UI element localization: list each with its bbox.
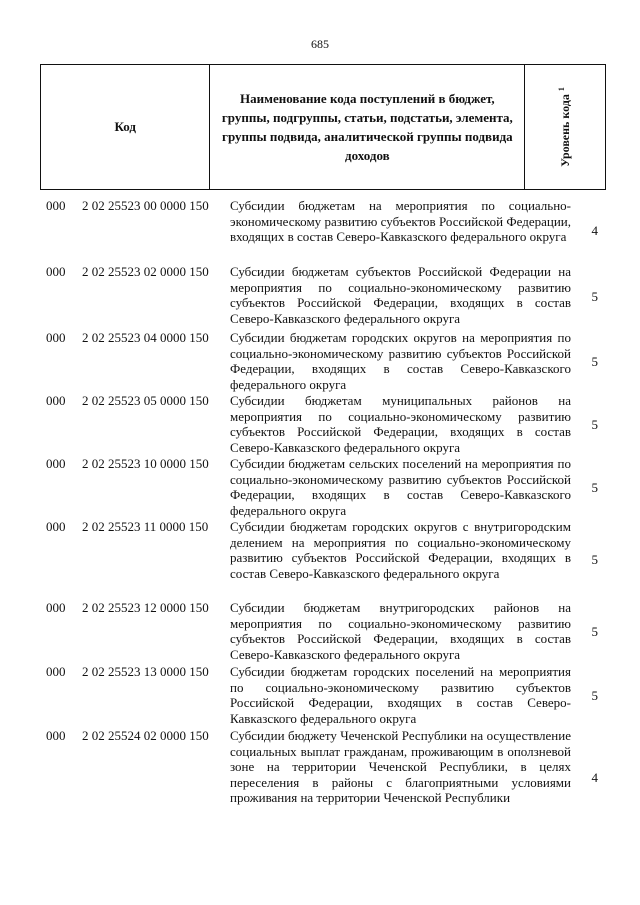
- row-admin-code: 000: [46, 664, 66, 679]
- row-admin-code: 000: [46, 198, 66, 213]
- table-row: [46, 600, 606, 664]
- row-name: Субсидии бюджетам на мероприятия по социально-экономическому развитию субъектов Российской Федерации, входящих в состав Северо-Кавказского федерального округа: [230, 198, 571, 245]
- row-name: Субсидии бюджетам сельских поселений на мероприятия по социально-экономическому развитию субъектов Российской Федерации, входящих в состав Северо-Кавказского федерального округа: [230, 456, 571, 518]
- table-row: [46, 519, 606, 600]
- row-level: 5: [591, 551, 598, 567]
- row-admin-code: 000: [46, 393, 66, 408]
- row-level: 4: [591, 223, 598, 239]
- row-admin-code: 000: [46, 456, 66, 471]
- header-level-label: Уровень кода: [558, 94, 573, 167]
- row-name: Субсидии бюджетам муниципальных районов на мероприятия по социально-экономическому развитию субъектов Российской Федерации, входящих в состав Северо-Кавказского федерального округа: [230, 393, 571, 455]
- header-code: Код: [41, 65, 210, 189]
- table-row: [46, 264, 606, 330]
- row-level: 5: [591, 624, 598, 640]
- header-level-cell: [525, 65, 605, 189]
- page-number: 685: [311, 37, 329, 51]
- table-row: [46, 728, 606, 828]
- row-code: 2 02 25523 13 0000 150: [82, 664, 209, 679]
- table-row: [46, 198, 606, 264]
- header-level: [557, 87, 573, 167]
- row-admin-code: 000: [46, 264, 66, 279]
- row-code: 2 02 25523 04 0000 150: [82, 330, 209, 345]
- row-name: Субсидии бюджетам внутригородских районов на мероприятия по социально-экономическому развитию субъектов Российской Федерации, входящих в состав Северо-Кавказского федерального округа: [230, 600, 571, 662]
- row-code: 2 02 25523 02 0000 150: [82, 264, 209, 279]
- row-name: Субсидии бюджету Чеченской Республики на осуществление социальных выплат гражданам, проживающим в оползневой зоне на территории Чеченской Республики, в целях переселения в районы с благоприятными условиями проживания на территории Чеченской Республики: [230, 728, 571, 806]
- row-code: 2 02 25524 02 0000 150: [82, 728, 209, 743]
- row-code: 2 02 25523 00 0000 150: [82, 198, 209, 213]
- row-admin-code: 000: [46, 600, 66, 615]
- row-code: 2 02 25523 10 0000 150: [82, 456, 209, 471]
- row-level: 5: [591, 688, 598, 704]
- row-code: 2 02 25523 12 0000 150: [82, 600, 209, 615]
- row-code: 2 02 25523 05 0000 150: [82, 393, 209, 408]
- table-body: [46, 198, 606, 828]
- row-name: Субсидии бюджетам городских округов на мероприятия по социально-экономическому развитию субъектов Российской Федерации, входящих в состав Северо-Кавказского федерального округа: [230, 330, 571, 392]
- row-level: 5: [591, 416, 598, 432]
- header-name: Наименование кода поступлений в бюджет, группы, подгруппы, статьи, подстатьи, элемента, группы подвида, аналитической группы подвида доходов: [210, 65, 525, 189]
- table-row: [46, 664, 606, 728]
- header-level-footnote: 1: [557, 87, 567, 92]
- row-name: Субсидии бюджетам субъектов Российской Федерации на мероприятия по социально-экономическому развитию субъектов Российской Федерации, входящих в состав Северо-Кавказского федерального округа: [230, 264, 571, 326]
- row-name: Субсидии бюджетам городских поселений на мероприятия по социально-экономическому развитию субъектов Российской Федерации, входящих в состав Северо-Кавказского федерального округа: [230, 664, 571, 726]
- row-admin-code: 000: [46, 728, 66, 743]
- table-row: [46, 330, 606, 393]
- table-header: [40, 64, 606, 190]
- row-level: 5: [591, 289, 598, 305]
- row-code: 2 02 25523 11 0000 150: [82, 519, 209, 534]
- row-level: 4: [591, 770, 598, 786]
- table-row: [46, 393, 606, 456]
- row-admin-code: 000: [46, 519, 66, 534]
- row-level: 5: [591, 479, 598, 495]
- table-row: [46, 456, 606, 519]
- row-name: Субсидии бюджетам городских округов с внутригородским делением на мероприятия по социально-экономическому развитию субъектов Российской Федерации, входящих в состав Северо-Кавказского федерального округа: [230, 519, 571, 581]
- row-admin-code: 000: [46, 330, 66, 345]
- row-level: 5: [591, 353, 598, 369]
